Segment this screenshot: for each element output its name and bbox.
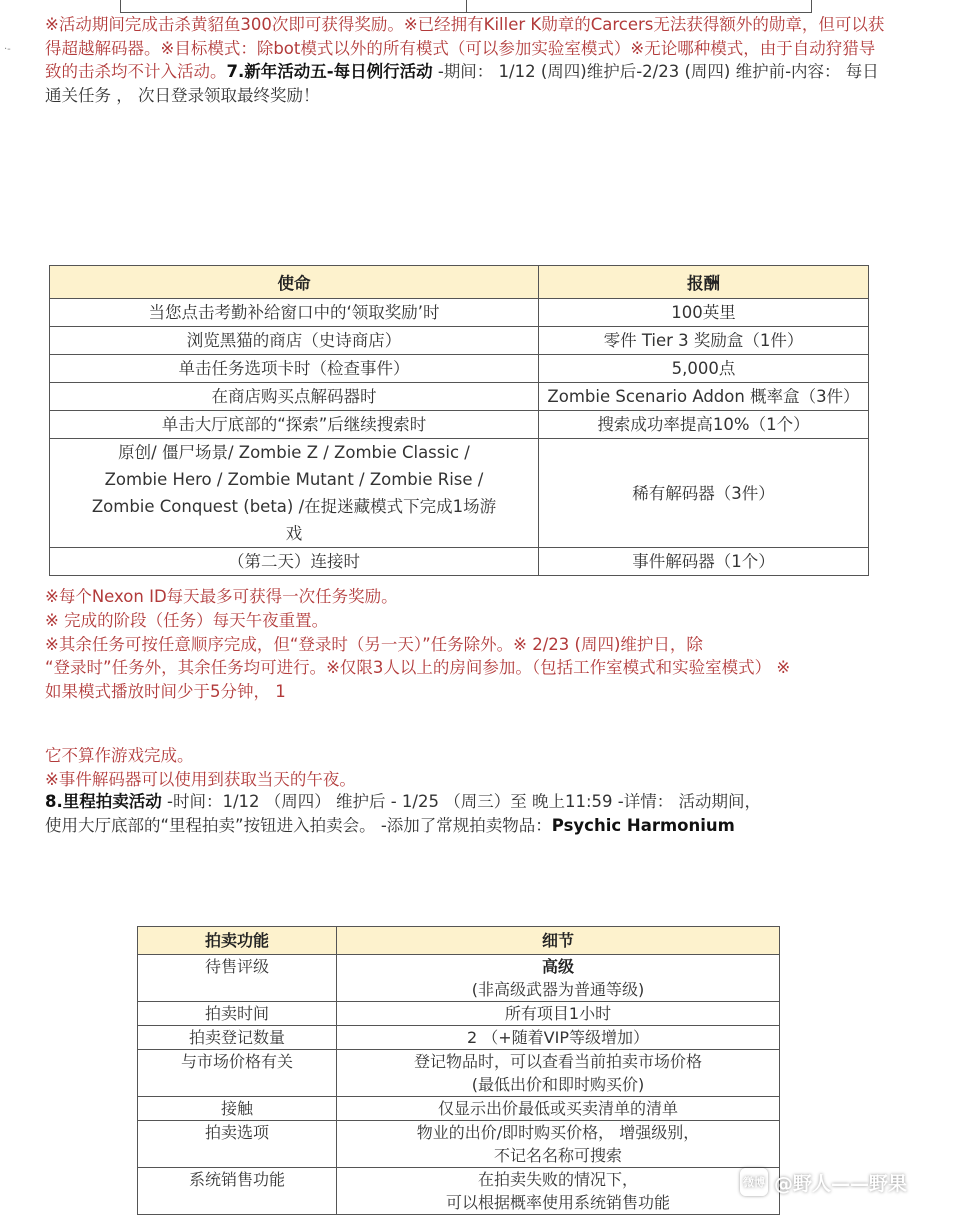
table-row: [138, 1121, 780, 1168]
table-header-row: [138, 927, 780, 955]
table-row: [50, 299, 869, 327]
mission-cell: 原创/ 僵尸场景/ Zombie Z / Zombie Classic / Zombie Hero / Zombie Mutant / Zombie Rise / Zombie Conquest (beta) /在捉迷藏模式下完成1场游戏: [50, 439, 539, 548]
reward-cell: Zombie Scenario Addon 概率盒（3件）: [539, 383, 869, 411]
table-row: [50, 383, 869, 411]
reward-cell: 搜索成功率提高10%（1个）: [539, 411, 869, 439]
note-line: 它不算作游戏完成。: [45, 746, 194, 765]
feature-cell: 与市场价格有关: [138, 1050, 337, 1097]
detail-cell: [337, 955, 780, 1002]
reward-cell: 稀有解码器（3件）: [539, 439, 869, 548]
reward-header: 报酬: [539, 266, 869, 299]
detail-line: 不记名名称可搜索: [493, 1146, 622, 1165]
detail-line: (最低出价和即时购买价): [471, 1075, 645, 1094]
weibo-watermark: [740, 1167, 907, 1197]
note-line: ※ 完成的阶段（任务）每天午夜重置。: [45, 610, 329, 630]
table-row: [138, 1097, 780, 1121]
event-notes-paragraph: [45, 13, 885, 107]
feature-cell: 拍卖选项: [138, 1121, 337, 1168]
table-row: [50, 439, 869, 548]
section8-line1: -时间：1/12 （周四） 维护后 - 1/25 （周三）至 晚上11:59 -详情： 活动期间，: [161, 792, 761, 811]
detail-line: 物业的出价/即时购买价格， 增强级别，: [416, 1123, 700, 1142]
table-header-row: [50, 266, 869, 299]
mission-notes: [45, 585, 885, 704]
mission-cell: 浏览黑猫的商店（史诗商店）: [50, 327, 539, 355]
detail-line: 在拍卖失败的情况下，: [477, 1170, 638, 1189]
section8-line2: 使用大厅底部的“里程拍卖”按钮进入拍卖会。 -添加了常规拍卖物品：: [45, 816, 552, 835]
note-line: ※事件解码器可以使用到获取当天的午夜。: [45, 770, 356, 789]
section7-details: -期间： 1/12 (周四)维护后-2/23 (周四) 维护前-内容： 每日通关任务 ， 次日登录领取最终奖励！: [45, 62, 879, 105]
mission-cell: 单击任务选项卡时（检查事件）: [50, 355, 539, 383]
detail-line: (非高级武器为普通等级): [471, 980, 645, 999]
detail-cell: [337, 1026, 780, 1050]
reward-cell: 事件解码器（1个）: [539, 548, 869, 576]
note-line: 如果模式播放时间少于5分钟， 1: [45, 682, 286, 702]
note-line: “登录时”任务外，其余任务均可进行。※仅限3人以上的房间参加。（包括工作室模式和实验室模式） ※: [45, 658, 791, 678]
detail-cell: [337, 1168, 780, 1215]
mission-cell: 在商店购买点解码器时: [50, 383, 539, 411]
side-marker: ·-: [4, 44, 11, 55]
table-row: [138, 1026, 780, 1050]
mission-notes-continued: [45, 744, 885, 792]
note-line: ※每个Nexon ID每天最多可获得一次任务奖励。: [45, 587, 398, 606]
detail-line: 仅显示出价最低或买卖清单的清单: [437, 1099, 678, 1118]
detail-line: 可以根据概率使用系统销售功能: [445, 1193, 670, 1212]
table-row: [138, 955, 780, 1002]
feature-cell: 拍卖登记数量: [138, 1026, 337, 1050]
table-row: [50, 327, 869, 355]
table-row: [50, 548, 869, 576]
detail-cell: [337, 1002, 780, 1026]
detail-header: 细节: [337, 927, 780, 955]
detail-cell: [337, 1097, 780, 1121]
feature-cell: 接触: [138, 1097, 337, 1121]
section8-heading: 8.里程拍卖活动: [45, 792, 162, 811]
detail-line: 2 （+随着VIP等级增加）: [467, 1028, 649, 1047]
previous-table-bottom-edge: [120, 0, 812, 13]
reward-cell: 零件 Tier 3 奖励盒（1件）: [539, 327, 869, 355]
detail-cell: [337, 1121, 780, 1168]
detail-bold: 高级: [541, 957, 574, 976]
section8-paragraph: [45, 790, 885, 838]
daily-mission-table: [49, 265, 869, 576]
feature-cell: 系统销售功能: [138, 1168, 337, 1215]
table-row: [138, 1050, 780, 1097]
detail-line: 所有项目1小时: [504, 1004, 612, 1023]
table-row: [50, 411, 869, 439]
mission-cell: 单击大厅底部的“探索”后继续搜索时: [50, 411, 539, 439]
note-line: ※其余任务可按任意顺序完成，但“登录时（另一天）”任务除外。※ 2/23 (周四)维护日，除: [45, 634, 703, 654]
section7-heading: 7.新年活动五-每日例行活动: [226, 62, 433, 81]
detail-cell: [337, 1050, 780, 1097]
table-row: [138, 1168, 780, 1215]
feature-cell: 拍卖时间: [138, 1002, 337, 1026]
feature-header: 拍卖功能: [138, 927, 337, 955]
reward-cell: 5,000点: [539, 355, 869, 383]
weibo-icon: 微博: [740, 1168, 768, 1196]
feature-cell: 待售评级: [138, 955, 337, 1002]
killer-event-notes: ※活动期间完成击杀黄貂鱼300次即可获得奖励。※已经拥有Killer K勋章的Carcers无法获得额外的勋章，但可以获得超越解码器。※目标模式：除bot模式以外的所有模式（可以参加实验室模式）※无论哪种模式，由于自动狩猎导致的击杀均不计入活动。: [45, 15, 885, 81]
mission-cell: （第二天）连接时: [50, 548, 539, 576]
mission-cell: 当您点击考勤补给窗口中的‘领取奖励’时: [50, 299, 539, 327]
auction-item-name: Psychic Harmonium: [551, 816, 735, 835]
watermark-text: @野人——野果: [774, 1172, 908, 1195]
table-row: [138, 1002, 780, 1026]
auction-features-table: [137, 926, 780, 1215]
mission-header: 使命: [50, 266, 539, 299]
detail-line: 登记物品时，可以查看当前拍卖市场价格: [413, 1052, 702, 1071]
reward-cell: 100英里: [539, 299, 869, 327]
table-row: [50, 355, 869, 383]
